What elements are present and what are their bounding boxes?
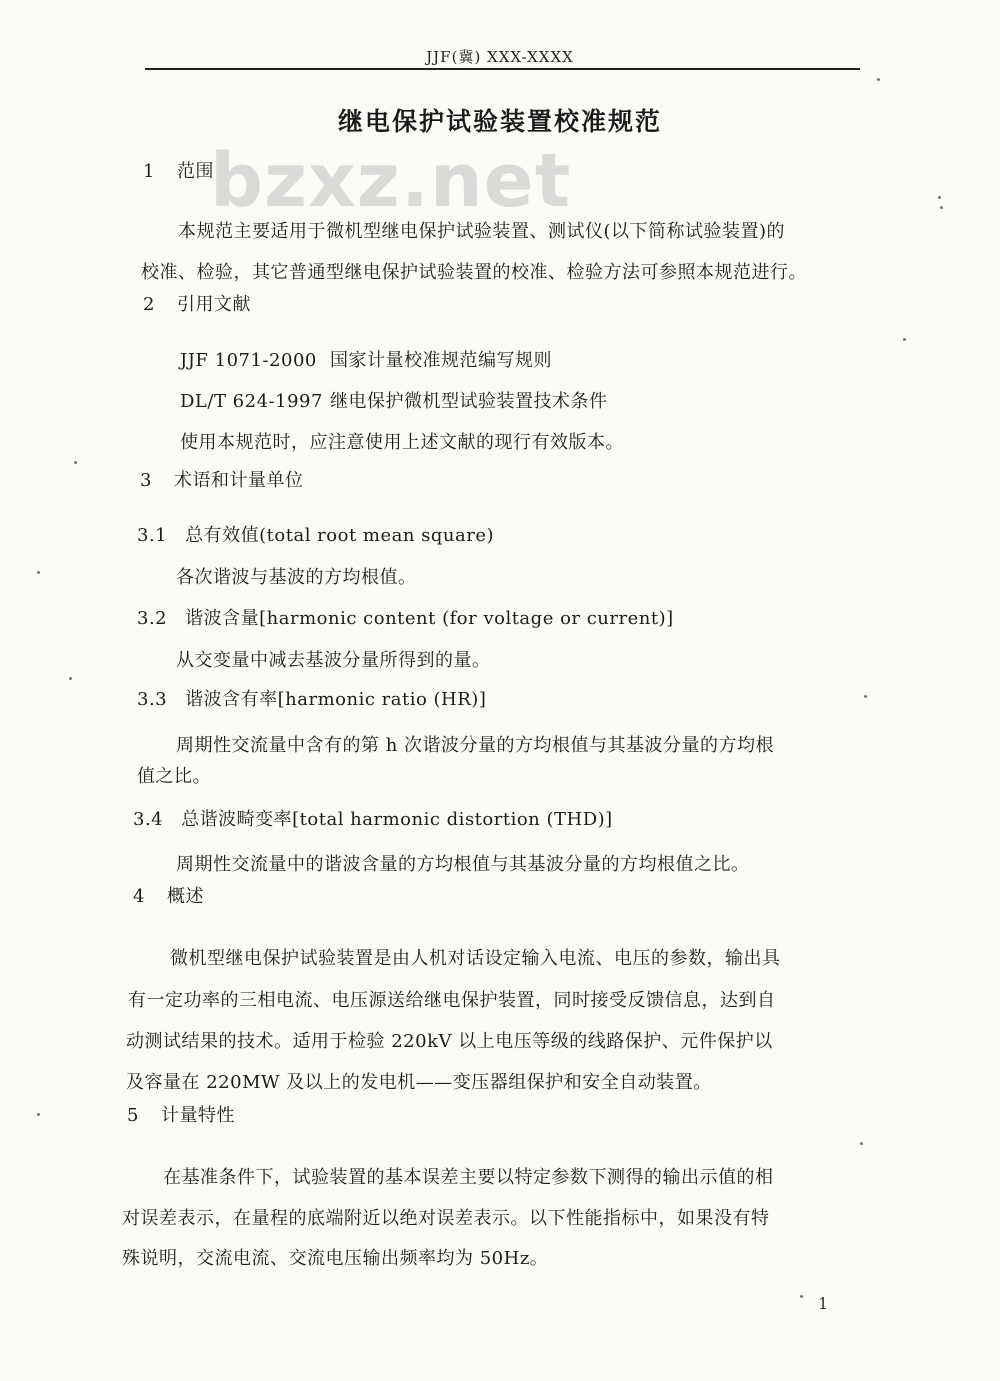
- term-3-1-heading: [137, 521, 494, 547]
- section-number: 2: [143, 294, 155, 315]
- section-title: 术语和计量单位: [173, 470, 304, 491]
- paragraph-line: 对误差表示，在量程的底端附近以绝对误差表示。以下性能指标中，如果没有特: [122, 1208, 770, 1229]
- reference-title: 国家计量校准规范编写规则: [330, 350, 552, 371]
- scan-speck: [37, 571, 40, 574]
- paragraph-line: 动测试结果的技术。适用于检验 220kV 以上电压等级的线路保护、元件保护以: [126, 1031, 773, 1052]
- section-title: 范围: [176, 161, 214, 182]
- watermark: bzxz.net: [210, 138, 572, 224]
- term-definition: 各次谐波与基波的方均根值。: [176, 567, 417, 588]
- term-definition: 周期性交流量中含有的第 h 次谐波分量的方均根值与其基波分量的方均根: [176, 735, 775, 756]
- section-number: 4: [133, 886, 145, 907]
- page-number: 1: [818, 1294, 829, 1313]
- reference-note: 使用本规范时，应注意使用上述文献的现行有效版本。: [180, 432, 624, 453]
- term-3-2-heading: [137, 604, 674, 630]
- scan-speck: [860, 1142, 863, 1145]
- term-number: 3.4: [133, 809, 164, 830]
- term-number: 3.3: [137, 689, 168, 710]
- term-3-3-heading: [137, 685, 486, 711]
- scan-speck: [940, 206, 943, 209]
- scan-speck: [37, 1113, 40, 1116]
- term-number: 3.1: [137, 525, 168, 546]
- reference-code: JJF 1071-2000: [180, 350, 317, 371]
- section-3-heading: [140, 466, 303, 492]
- term-definition: 从交变量中减去基波分量所得到的量。: [176, 650, 491, 671]
- section-title: 引用文献: [176, 294, 251, 315]
- term-title: 总谐波畸变率[total harmonic distortion (THD)]: [181, 809, 613, 830]
- paragraph-line: 有一定功率的三相电流、电压源送给继电保护装置，同时接受反馈信息，达到自: [128, 990, 776, 1011]
- section-4-heading: [133, 882, 204, 908]
- term-number: 3.2: [137, 608, 168, 629]
- section-title: 概述: [166, 886, 204, 907]
- paragraph-line: 本规范主要适用于微机型继电保护试验装置、测试仪(以下简称试验装置)的: [178, 221, 786, 242]
- document-code: JJF(冀) XXX-XXXX: [426, 48, 574, 66]
- paragraph-line: 校准、检验，其它普通型继电保护试验装置的校准、检验方法可参照本规范进行。: [141, 262, 807, 283]
- section-title: 计量特性: [160, 1105, 235, 1126]
- scan-speck: [74, 461, 77, 464]
- paragraph-line: 殊说明，交流电流、交流电压输出频率均为 50Hz。: [122, 1248, 549, 1269]
- paragraph-line: 微机型继电保护试验装置是由人机对话设定输入电流、电压的参数，输出具: [170, 948, 781, 969]
- section-number: 5: [127, 1105, 139, 1126]
- document-title: 继电保护试验装置校准规范: [337, 107, 662, 136]
- term-title: 谐波含有率[harmonic ratio (HR)]: [185, 689, 487, 710]
- term-3-4-heading: [133, 805, 613, 831]
- term-title: 总有效值(total root mean square): [185, 525, 495, 546]
- reference-item: [180, 387, 608, 413]
- reference-item: [180, 346, 552, 372]
- scan-speck: [938, 196, 941, 199]
- section-2-heading: [143, 290, 251, 316]
- scan-speck: [877, 78, 880, 81]
- paragraph-line: 在基准条件下，试验装置的基本误差主要以特定参数下测得的输出示值的相: [163, 1167, 774, 1188]
- scan-speck: [69, 677, 72, 680]
- reference-title: 继电保护微机型试验装置技术条件: [330, 391, 608, 412]
- paragraph-line: 及容量在 220MW 及以上的发电机——变压器组保护和安全自动装置。: [126, 1072, 712, 1093]
- section-number: 3: [140, 470, 152, 491]
- header-rule: [145, 68, 860, 70]
- scan-speck: [864, 695, 867, 698]
- scan-speck: [800, 1295, 803, 1298]
- term-title: 谐波含量[harmonic content (for voltage or current)]: [185, 608, 674, 629]
- reference-code: DL/T 624-1997: [180, 391, 323, 412]
- term-definition: 值之比。: [137, 766, 211, 787]
- section-number: 1: [143, 161, 155, 182]
- section-5-heading: [127, 1101, 235, 1127]
- scan-speck: [903, 338, 906, 341]
- term-definition: 周期性交流量中的谐波含量的方均根值与其基波分量的方均根值之比。: [176, 854, 750, 875]
- section-1-heading: [143, 157, 214, 183]
